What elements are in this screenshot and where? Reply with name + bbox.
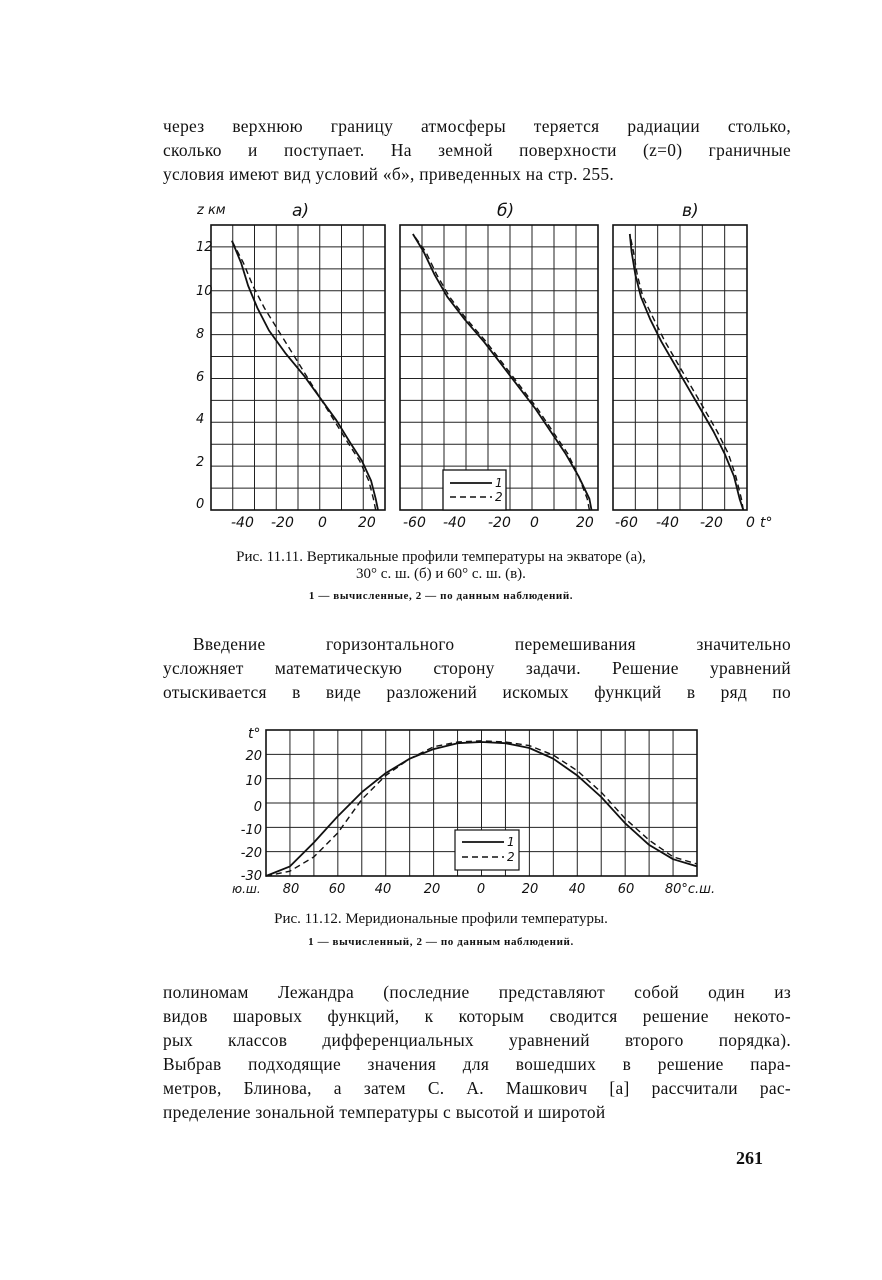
- y-tick-label: 8: [196, 327, 205, 342]
- text-line: отыскивается в виде разложений искомых функций в ряд по: [163, 682, 791, 702]
- y-tick-label: 0: [196, 497, 205, 512]
- x-tick-label: 20: [358, 515, 376, 531]
- x-tick-label: -20: [700, 515, 723, 531]
- text-line: видов шаровых функций, к которым сводится решение некото-: [163, 1006, 791, 1026]
- text-line: Выбрав подходящие значения для вошедших в решение пара-: [163, 1054, 791, 1074]
- figure-1-caption-line-2: 30° с. ш. (б) и 60° с. ш. (в).: [356, 566, 526, 582]
- x-tick-label: 0: [746, 515, 755, 531]
- y-tick-label: 20: [245, 749, 262, 764]
- text-block-middle: [163, 632, 791, 704]
- figure-1-legend-caption: 1 — вычисленные, 2 — по данным наблюдений.: [308, 590, 574, 602]
- text-line: через верхнюю границу атмосферы теряется радиации столько,: [163, 116, 791, 136]
- x-tick-label: -40: [656, 515, 679, 531]
- y-tick-label: 12: [196, 240, 213, 255]
- y-tick-label: -30: [240, 869, 262, 884]
- x-tick-label: 40: [374, 882, 392, 897]
- y-tick-label: 2: [196, 455, 205, 470]
- legend-label: 1: [507, 835, 515, 849]
- text-line: рых классов дифференциальных уравнений второго порядка).: [163, 1030, 791, 1050]
- legend-label: 1: [495, 476, 503, 490]
- panel-2-series-2-line: [413, 234, 590, 510]
- x-tick-label: 80°с.ш.: [664, 882, 716, 897]
- text-line: усложняет математическую сторону задачи. Решение уравнений: [163, 658, 791, 678]
- text-block-bottom: [163, 980, 791, 1124]
- text-line: сколько и поступает. На земной поверхности (z=0) граничные: [163, 140, 791, 160]
- x-tick-label: 0: [530, 515, 539, 531]
- x-tick-label: 0: [318, 515, 327, 531]
- panel-2-frame: [400, 225, 598, 510]
- x-tick-label: 60: [328, 882, 346, 897]
- x-tick-label: 20: [423, 882, 441, 897]
- x-tick-label: -20: [488, 515, 511, 531]
- figure-2-caption: Рис. 11.12. Меридиональные профили температуры.: [274, 911, 608, 927]
- legend-label: 2: [495, 490, 503, 504]
- panel-label: а): [292, 201, 310, 221]
- text-block-top: [163, 114, 791, 186]
- x-tick-label: 40: [568, 882, 586, 897]
- panel-2-series-1-line: [413, 234, 592, 510]
- figure-vertical-profiles: [0, 190, 882, 540]
- text-line: метров, Блинова, а затем С. А. Машкович [а] рассчитали рас-: [163, 1078, 791, 1098]
- panel-3-series-2-line: [630, 234, 744, 510]
- legend-label: 2: [507, 850, 515, 864]
- y-tick-label: 0: [253, 800, 262, 815]
- x-left-label: ю.ш.: [232, 882, 261, 896]
- text-line: условия имеют вид условий «б», приведенных на стр. 255.: [163, 164, 615, 184]
- x-tick-label: 20: [521, 882, 539, 897]
- y-tick-label: 10: [196, 284, 213, 299]
- x-tick-label: 20: [576, 515, 594, 531]
- text-line: Введение горизонтального перемешивания значительно: [193, 634, 791, 654]
- panel-label: б): [497, 201, 515, 221]
- y-tick-label: 10: [245, 774, 262, 789]
- text-line: полиномам Лежандра (последние представляют собой один из: [163, 982, 791, 1002]
- x-tick-label: 60: [617, 882, 635, 897]
- y-tick-label: 4: [196, 412, 205, 427]
- page-number: 261: [736, 1148, 763, 1168]
- x-tick-label: 80: [282, 882, 300, 897]
- panel-1-series-1-line: [232, 241, 378, 510]
- y-tick-label: 6: [196, 370, 205, 385]
- y-axis-unit: t°: [248, 726, 261, 742]
- panel-label: в): [682, 201, 699, 221]
- y-tick-label: -10: [240, 823, 262, 838]
- y-tick-label: -20: [240, 846, 262, 861]
- figure-1-caption-line-1: Рис. 11.11. Вертикальные профили температуры на экваторе (а),: [236, 549, 646, 565]
- y-axis-unit: z км: [197, 203, 226, 218]
- x-tick-label: -60: [615, 515, 638, 531]
- text-line: пределение зональной температуры с высотой и широтой: [163, 1102, 606, 1122]
- x-tick-label: -40: [231, 515, 254, 531]
- x-tick-label: -60: [403, 515, 426, 531]
- figure-2-legend-caption: 1 — вычисленный, 2 — по данным наблюдений.: [308, 936, 574, 948]
- x-tick-label: 0: [476, 882, 486, 897]
- x-tick-label: -20: [271, 515, 294, 531]
- x-axis-unit: t°: [760, 515, 773, 531]
- panel-3-series-1-line: [630, 234, 744, 510]
- x-tick-label: -40: [443, 515, 466, 531]
- figure-meridional-profile: [0, 718, 882, 898]
